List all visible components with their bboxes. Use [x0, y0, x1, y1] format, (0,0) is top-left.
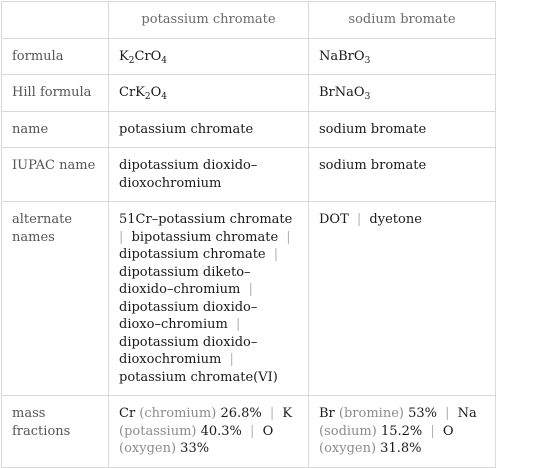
- alt-name-item: dipotassium dioxido–dioxochromium: [119, 334, 258, 367]
- iupac-b: sodium bromate: [309, 148, 496, 202]
- formula-text: O: [150, 85, 162, 100]
- element-symbol: Br: [319, 406, 339, 421]
- fraction-value: 15.2%: [380, 423, 423, 439]
- separator: |: [225, 352, 234, 367]
- formula-text: BrNaO: [319, 85, 365, 100]
- separator: |: [245, 423, 259, 439]
- alt-name-item: potassium chromate(VI): [119, 369, 278, 385]
- subscript: 4: [161, 55, 168, 66]
- alt-name-item: 51Cr–potassium chromate: [119, 212, 293, 227]
- separator: |: [441, 406, 454, 421]
- row-label-iupac: IUPAC name: [2, 148, 109, 202]
- formula-text: NaBrO: [319, 48, 365, 64]
- header-row: [2, 2, 496, 39]
- name-a: potassium chromate: [109, 111, 309, 148]
- row-label-mass: mass fractions: [2, 396, 109, 468]
- name-b: sodium bromate: [309, 111, 496, 148]
- alt-name-item: dipotassium dioxido–dioxo–chromium: [119, 299, 258, 332]
- header-sodium-bromate: sodium bromate: [309, 2, 496, 39]
- subscript: 4: [161, 92, 168, 102]
- iupac-row: [2, 148, 496, 202]
- formula-text: CrO: [134, 48, 162, 64]
- subscript: 2: [128, 55, 135, 66]
- fraction-value: 53%: [408, 406, 438, 421]
- header-potassium-chromate: potassium chromate: [109, 2, 309, 39]
- fraction-value: 31.8%: [380, 441, 422, 456]
- element-name: (sodium): [319, 423, 381, 439]
- name-row: [2, 111, 496, 148]
- formula-text: K: [119, 48, 129, 64]
- mass-b: [309, 396, 496, 468]
- element-name: (oxygen): [119, 441, 181, 456]
- fraction-value: 33%: [180, 441, 210, 456]
- row-label-alt: alternate names: [2, 202, 109, 396]
- element-name: (potassium): [119, 423, 201, 439]
- alt-names-row: [2, 202, 496, 396]
- mass-fraction-item: [119, 406, 262, 421]
- subscript: 2: [144, 92, 151, 102]
- element-name: (oxygen): [319, 441, 381, 456]
- separator: |: [119, 229, 128, 245]
- alt-name-item: dipotassium diketo–dioxido–chromium: [119, 264, 251, 297]
- alt-name-item: DOT: [319, 212, 349, 227]
- element-symbol: K: [282, 406, 293, 421]
- row-label-formula: formula: [2, 38, 109, 75]
- separator: |: [269, 247, 279, 262]
- formula-a: [109, 38, 309, 75]
- separator: |: [426, 423, 439, 439]
- hill-row: [2, 75, 496, 112]
- element-symbol: Na: [457, 406, 477, 421]
- alt-name-item: dipotassium chromate: [119, 247, 266, 262]
- formula-text: CrK: [119, 85, 145, 100]
- mass-fraction-item: [319, 406, 437, 421]
- formula-row: [2, 38, 496, 75]
- row-label-hill: Hill formula: [2, 75, 109, 112]
- subscript: 3: [364, 55, 371, 66]
- header-empty-cell: [2, 2, 109, 39]
- element-symbol: O: [262, 423, 274, 439]
- mass-a: [109, 396, 309, 468]
- formula-b: [309, 38, 496, 75]
- separator: |: [282, 229, 291, 245]
- element-name: (chromium): [139, 406, 221, 421]
- element-name: (bromine): [338, 406, 409, 421]
- alt-name-item: dyetone: [369, 212, 422, 227]
- element-symbol: Cr: [119, 406, 140, 421]
- fraction-value: 26.8%: [220, 406, 262, 421]
- iupac-a: dipotassium dioxido–dioxochromium: [109, 148, 309, 202]
- hill-b: [309, 75, 496, 112]
- alt-a: [109, 202, 309, 396]
- separator: |: [231, 317, 241, 332]
- row-label-name: name: [2, 111, 109, 148]
- separator: |: [352, 212, 366, 227]
- comparison-table: [1, 1, 496, 468]
- separator: |: [265, 406, 279, 421]
- mass-fractions-row: [2, 396, 496, 468]
- element-symbol: O: [442, 423, 454, 439]
- fraction-value: 40.3%: [200, 423, 242, 439]
- subscript: 3: [364, 92, 371, 102]
- alt-b: [309, 202, 496, 396]
- alt-name-item: bipotassium chromate: [131, 229, 279, 245]
- separator: |: [244, 282, 253, 297]
- hill-a: [109, 75, 309, 112]
